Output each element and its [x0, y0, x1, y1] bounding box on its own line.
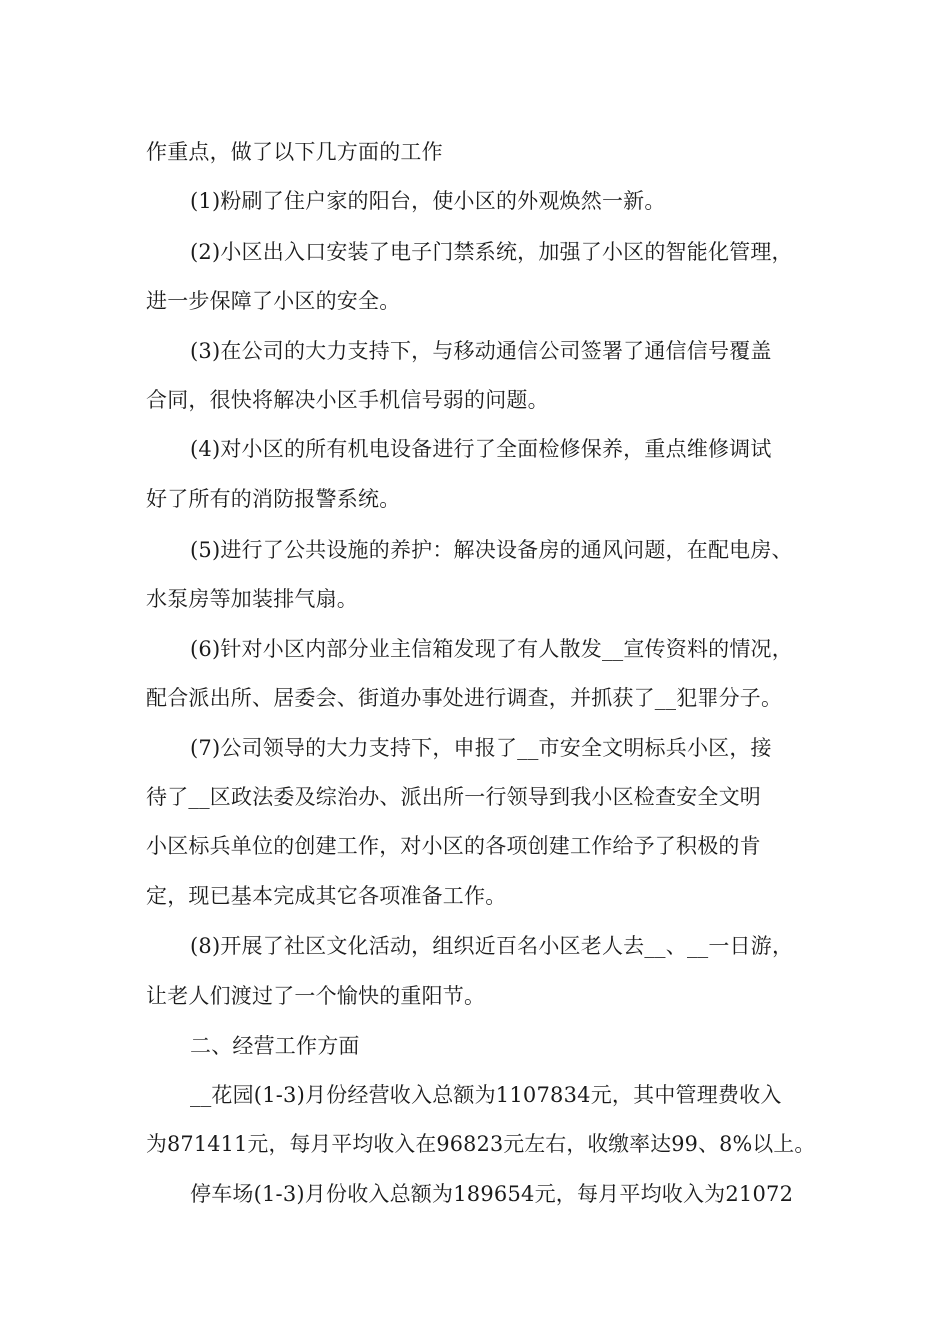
text-line: (5)进行了公共设施的养护：解决设备房的通风问题，在配电房、: [190, 538, 793, 562]
text-line: 进一步保障了小区的安全。: [146, 289, 401, 313]
text-line: 待了__区政法委及综治办、派出所一行领导到我小区检查安全文明: [146, 785, 761, 809]
text-line: (6)针对小区内部分业主信箱发现了有人散发__宣传资料的情况，: [190, 637, 793, 661]
text-line: (1)粉刷了住户家的阳台，使小区的外观焕然一新。: [190, 189, 666, 213]
text-line: (2)小区出入口安装了电子门禁系统，加强了小区的智能化管理，: [190, 240, 793, 264]
text-line: (7)公司领导的大力支持下，申报了__市安全文明标兵小区，接: [190, 736, 772, 760]
text-line: (8)开展了社区文化活动，组织近百名小区老人去__、__一日游，: [190, 934, 794, 958]
text-line: 小区标兵单位的创建工作，对小区的各项创建工作给予了积极的肯: [146, 834, 761, 858]
text-line: 配合派出所、居委会、街道办事处进行调查，并抓获了__犯罪分子。: [146, 686, 783, 710]
text-line: 让老人们渡过了一个愉快的重阳节。: [146, 984, 486, 1008]
text-line: 停车场(1-3)月份收入总额为189654元，每月平均收入为21072: [190, 1182, 794, 1206]
section-heading: 二、经营工作方面: [190, 1034, 360, 1058]
text-line: 水泵房等加装排气扇。: [146, 587, 358, 611]
text-line: __花园(1-3)月份经营收入总额为1107834元，其中管理费收入: [190, 1083, 782, 1107]
text-line: 为871411元，每月平均收入在96823元左右，收缴率达99、8%以上。: [146, 1132, 816, 1156]
text-line: 合同，很快将解决小区手机信号弱的问题。: [146, 388, 549, 412]
text-line: (4)对小区的所有机电设备进行了全面检修保养，重点维修调试: [190, 437, 772, 461]
text-line: 定，现已基本完成其它各项准备工作。: [146, 884, 507, 908]
text-line: 作重点，做了以下几方面的工作: [146, 140, 443, 164]
text-line: 好了所有的消防报警系统。: [146, 487, 401, 511]
text-line: (3)在公司的大力支持下，与移动通信公司签署了通信信号覆盖: [190, 339, 772, 363]
